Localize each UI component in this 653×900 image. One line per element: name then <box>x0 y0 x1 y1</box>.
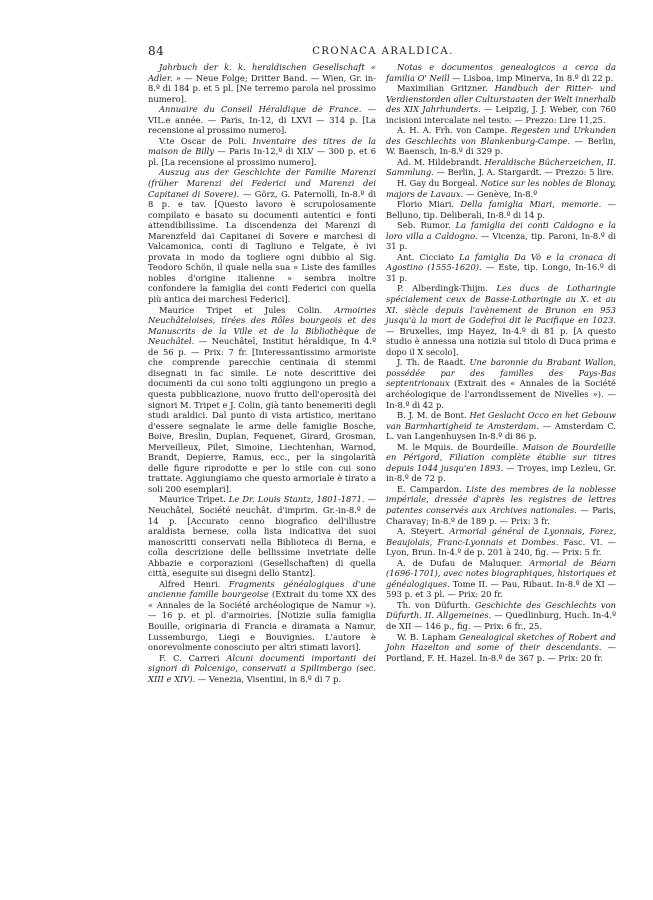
entry-lead: M. le Mquis. de Bourdeille. <box>397 441 523 452</box>
entry-lead: Ant. Cicciato <box>397 251 460 262</box>
entry-title: Armorial de Béarn (1696-1701), avec notes biographiques, historiques et généalogiques. <box>386 557 616 589</box>
entry-lead: A. Steyert. <box>397 526 450 537</box>
entry-rest: — Paris In-12,º di XLV — 300 p. et 6 pl. [La recensione al prossimo numero]. <box>148 146 376 167</box>
bibliography-entry <box>386 632 616 664</box>
bibliography-entry <box>386 600 616 632</box>
entry-lead: Maximilian Gritzner. <box>397 83 495 94</box>
bibliography-entry <box>386 357 616 410</box>
entry-rest: — Portland, F. H. Hazel. In-8.º de 367 p. — Prix: 20 fr. <box>386 642 616 663</box>
entry-rest: — Berlin, J. A. Stargardt. — Prezzo: 5 lire. <box>433 167 615 178</box>
entry-title: Armorial général de Lyonnais, Forez, Beaujolais, Franc-Lyonnais et Dombes. <box>386 526 616 547</box>
bibliography-entry <box>386 62 616 83</box>
bibliography-entry <box>386 83 616 125</box>
entry-rest: Fasc. VI. — Lyon, Brun. In-4.º de p. 201 à 240, fig. — Prix: 5 fr. <box>386 536 616 558</box>
entry-lead: J. Th. de Raadt. <box>397 357 470 368</box>
bibliography-entry <box>386 410 616 442</box>
entry-lead: F. C. Carreri <box>159 652 227 663</box>
entry-title: Geschichte des Geschlechts von Düfurth. II. Allgemeines. <box>386 599 616 621</box>
entry-title: Jahrbuch der k. k. heraldischen Gesellschaft « Adler. » <box>148 62 376 83</box>
entry-title: Della famiglia Miari, memorie. <box>460 199 602 210</box>
entry-title: La famiglia Da Vò e la cronaca di Agostino (1555-1620). <box>386 251 616 273</box>
entry-lead: Th. von Düfurth. <box>397 599 475 610</box>
entry-rest: — Troyes, imp Lezleu, Gr. in-8.º de 72 p. <box>386 462 616 484</box>
entry-title: Het Geslacht Occo en het Gebouw van Barmhartigheid te Amsterdam. <box>386 410 616 431</box>
bibliography-entry <box>386 157 616 178</box>
entry-title: Le Dr. Louis Stantz, 1801-1871. <box>228 494 365 505</box>
entry-lead: Ad. M. Hildebrandt. <box>397 156 485 167</box>
entry-title: Inventaire des titres de la maison de Billy <box>148 135 376 157</box>
entry-rest: — Amsterdam C. L. van Langenhuysen In-8.º di 86 p. <box>386 420 617 442</box>
entry-lead: Seb. Rumor. <box>397 220 456 231</box>
running-title: CRONACA ARALDICA. <box>312 46 454 57</box>
entry-rest: — Bruxelles, imp Hayez, In-4.º di 81 p. [A questo studio è annessa una notizia sul titolo di Duca prima e dopo il X secolo]. <box>386 325 616 357</box>
entry-rest: — Belluno, tip. Deliberali, In-8.º di 14 p. <box>386 199 616 220</box>
bibliography-entry <box>148 305 376 495</box>
entry-title: La famiglia dei conti Caldogno e la loro villa a Caldogno. <box>386 220 616 241</box>
bibliography-entry <box>148 136 376 168</box>
entry-rest: — Quedlinburg, Huch. In-4.º de XII — 146 p., fig. — Prix: 6 fr., 25. <box>386 610 616 631</box>
entry-lead: Maurice Tripet et Jules Colin. <box>159 304 335 315</box>
bibliography-entry <box>386 125 616 157</box>
right-column <box>386 62 616 663</box>
entry-lead: Florio Miari. <box>397 199 461 210</box>
entry-title: Handbuch der Ritter- und Verdienstorden aller Culturstaaten der Welt innerhalb des XIX Jahrhunderts. <box>386 83 616 115</box>
page-number: 84 <box>148 44 165 58</box>
entry-lead: A. H. A. Frh. von Campe. <box>397 125 511 136</box>
entry-rest: — Neue Folge; Dritter Band. — Wien, Gr. in-8.º di 184 p. et 5 pl. [Ne terremo parola nel prossimo numero]. <box>148 72 376 104</box>
bibliography-entry <box>386 283 616 357</box>
bibliography-entry <box>386 442 616 484</box>
entry-rest: — Genève, In-8.º <box>463 188 538 199</box>
entry-rest: — Venezia, Visentini, in 8.º di 7 p. <box>195 673 342 684</box>
entry-title: Auszug aus der Geschichte der Familie Marenzi (früher Marenzi dei Federici und Marenzi dei Capitanei di Sovere). <box>148 167 376 199</box>
entry-rest: — Paris, Charavay; In-8.º de 189 p. — Prix: 3 fr. <box>386 504 617 526</box>
entry-rest: — Vicenza, tip. Paroni, In-8.º di 31 p. <box>386 230 616 252</box>
bibliography-entry <box>148 62 376 104</box>
bibliography-entry <box>386 220 616 252</box>
bibliography-entry <box>386 178 616 199</box>
entry-rest: — Leipzig, J. J. Weber, con 760 incisioni intercalate nel testo. — Prezzo: Lire 11,25. <box>386 104 617 125</box>
entry-title: Alcuni documenti importanti dei signori di Polcenigo, conservati a Spilimbergo (sec. XIII e XIV). <box>148 652 376 684</box>
bibliography-entry <box>386 252 616 284</box>
entry-title: Les ducs de Lotharingie spécialement ceux de Basse-Lotharingie au X. et au XI. siècle depuis l'avènement de Brunon en 953 jusqu'à la mort de Godefroi dit le Pacifique en 1023. <box>386 283 616 326</box>
entry-rest: — Neuchâtel, Société neuchât. d'imprim. Gr.-in-8.º de 14 p. [Accurato cenno biografico dell'illustre araldista bernese, colla lista indicativa dei suoi manoscritti conservati nella Biblioteca di Berna, e colla descrizione delle bellissime invetriate delle Abbazie e corporazioni (Gesellschaften) di quella città, eseguite sui disegni dello Stantz]. <box>148 494 376 579</box>
entry-lead: E. Campardon. <box>397 483 466 494</box>
bibliography-entry <box>148 104 376 136</box>
entry-lead: P. Alberdingk-Thijm. <box>397 283 497 294</box>
entry-lead: V.te Oscar de Poli. <box>159 135 253 146</box>
entry-lead: Alfred Henri. <box>159 578 229 589</box>
entry-title: Genealogical sketches of Robert and John Hazelton and some of their descendants. <box>386 631 616 653</box>
entry-rest: (Extrait des « Annales de la Société archéologique de l'arrondissement de Nivelles »). — In-8.º di 42 p. <box>386 378 616 410</box>
entry-rest: — Görz, G. Paternolli, In-8.º di 8 p. e tav. [Questo lavoro è scrupolosamente compilato e basato su documenti autentici e fonti attendibilissime. La discendenza dei Marenzi di Marenzfeld dai Capitanei di Sovere e marchesi di Valcamonica, conti di Tagliuno e Telgate, è ivi provata in modo da togliere ogni dubbio al Sig. Teodoro Schön, il quale nella sua « Liste des familles nobles d'origine italienne » sembra inoltre confondere la famiglia dei conti Federici con quella più antica dei marchesi Federici]. <box>148 188 377 305</box>
entry-title: Notas e documentos genealogicos a cerca da familia O' Neill <box>386 62 616 83</box>
bibliography-entry <box>148 653 376 685</box>
bibliography-entry <box>386 484 616 526</box>
entry-rest: (Extrait du tome XX des « Annales de la Société archéologique de Namur »). — 16 p. et pl. d'armoiries. [Notizie sulla famiglia Bouille, originaria di Francia e diramata a Namur, Lussemburgo, Liegi e Bouvignies. L'autore è onorevolmente conosciuto per altri stimati lavori]. <box>148 589 376 653</box>
entry-lead: H. Gay du Borgeal. <box>397 178 481 189</box>
bibliography-entry <box>148 579 376 653</box>
entry-title: Liste des membres de la noblesse impériale, dressée d'après les registres de lettres patentes conservés aux Archives nationales. <box>386 483 617 515</box>
entry-title: Fragments généalogiques d'une ancienne famille bourgeoise <box>148 578 376 600</box>
entry-lead: W. B. Lapham <box>397 631 460 642</box>
page-header <box>148 44 618 60</box>
entry-rest: — Neuchâtel, Institut héraldique, In 4.º de 56 p. — Prix: 7 fr. [Interessantissimo armoriste che comprende parecchie centinaia di stemmi disegnati in fac simile. Le note descrittive dei documenti da cui sono tolti aggiungono un pregio a questa pubblicazione, nuovo frutto dell'operosità dei signori M. Tripet e J. Colin, già tanto benemeriti degli studi araldici. Dal punto di vista artistico, meritano d'essere segnalate le arme delle famiglie Bosche, Boive, Breslin, Duplan, Fequenet, Girard, Grosman, Merveilleux, Pilet, Simoine, Liechtenhan, Warnod, Brandt, Depierre, Ramus, ecc., per la singolarità delle figure riprodotte e per lo stile con cui sono trattate. Aggiungiamo che questo armoriale è tirato a soli 200 esemplari]. <box>148 336 376 494</box>
bibliography-entry <box>148 167 376 304</box>
bibliography-entry <box>386 199 616 220</box>
entry-title: Notice sur les nobles de Blonay, majors de Lavaux. <box>386 178 616 199</box>
entry-title: Une baronnie du Brabant Wallon, possédée par des familles des Pays-Bas septentrionaux <box>386 357 616 389</box>
entry-rest: — Este, tip. Longo, In-16.º di 31 p. <box>386 262 616 283</box>
entry-rest: Tome II. — Pau, Ribaut. In-8.º de XI — 593 p. et 3 pl. — Prix: 20 fr. <box>386 578 616 600</box>
entry-title: Heraldische Bücherzeichen, II. Sammlung. <box>386 156 616 178</box>
entry-title: Regesten und Urkunden des Geschlechts von Blankenburg-Campe. <box>386 125 616 146</box>
entry-rest: — Lisboa, imp Minerva, In 8.º di 22 p. <box>449 72 614 83</box>
entry-rest: — VIL.e année. — Paris, In-12, di LXVI — 314 p. [La recensione al prossimo numero]. <box>148 104 376 136</box>
entry-title: Armoiries Neuchâteloises, tirées des Rôles bourgeois et des Manuscrits de la Ville et de la Bibliothèque de Neuchâtel. <box>148 304 376 347</box>
entry-lead: Maurice Tripet. <box>159 494 229 505</box>
entry-lead: B. J. M. de Bont. <box>397 410 470 421</box>
entry-title: Maison de Bourdeille en Périgord, Filiation complète établie sur titres depuis 1044 jusqu'en 1893. <box>386 441 616 473</box>
bibliography-entry <box>386 558 616 600</box>
entry-lead: A. de Dufau de Maluquer. <box>397 557 530 568</box>
entry-title: Annuaire du Conseil Héraldique de France. <box>159 104 362 115</box>
entry-rest: — Berlin, W. Baensch, In-8.º di 329 p. <box>386 135 616 157</box>
bibliography-entry <box>386 526 616 558</box>
bibliography-entry <box>148 494 376 578</box>
left-column <box>148 62 376 684</box>
